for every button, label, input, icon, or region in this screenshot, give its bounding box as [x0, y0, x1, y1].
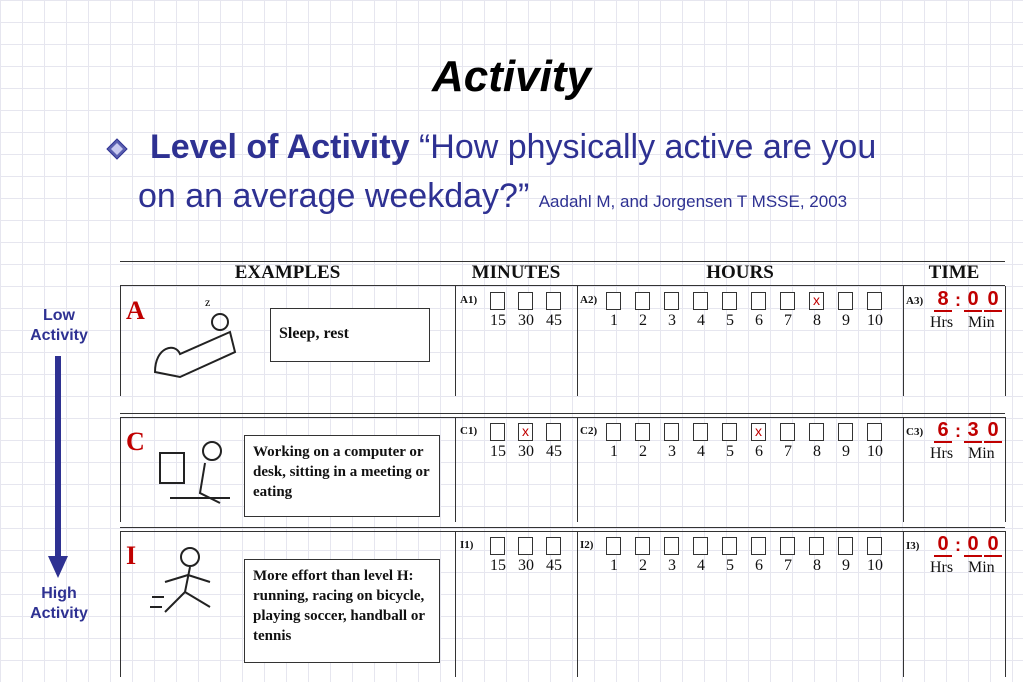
hours-checkbox-4[interactable]	[693, 423, 708, 441]
column-divider	[577, 531, 578, 677]
minutes-checkbox-45[interactable]	[546, 423, 561, 441]
hours-label: 10	[867, 557, 883, 574]
time-hours: 6	[934, 419, 952, 443]
citation: Aadahl M, and Jorgensen T MSSE, 2003	[538, 192, 848, 211]
minutes-code: C1)	[460, 425, 478, 437]
hours-label: 9	[842, 443, 850, 460]
column-divider	[903, 531, 904, 677]
hours-checkbox-2[interactable]	[635, 537, 650, 555]
hours-checkbox-3[interactable]	[664, 537, 679, 555]
hours-code: I2)	[580, 539, 594, 551]
header-minutes: MINUTES	[471, 262, 561, 283]
time-minutes-ones: 0	[984, 419, 1002, 443]
hours-checkbox-8[interactable]	[809, 423, 824, 441]
hours-label: 10	[867, 443, 883, 460]
hours-checkbox-8[interactable]: x	[809, 292, 824, 310]
hours-label: 3	[668, 312, 676, 329]
subtitle-quote-2: on an average weekday?”	[138, 177, 530, 215]
hours-checkbox-7[interactable]	[780, 292, 795, 310]
hours-code: C2)	[580, 425, 598, 437]
minutes-label: 15	[490, 312, 506, 329]
column-divider	[577, 417, 578, 522]
svg-text:z: z	[205, 295, 211, 309]
hours-checkbox-1[interactable]	[606, 537, 621, 555]
row-illustration-icon	[150, 537, 240, 627]
minutes-label: 30	[518, 312, 534, 329]
hours-label: 5	[726, 312, 734, 329]
column-divider	[455, 417, 456, 522]
hours-label: 1	[610, 557, 618, 574]
minutes-checkbox-45[interactable]	[546, 537, 561, 555]
hours-checkbox-9[interactable]	[838, 292, 853, 310]
hours-label: 7	[784, 312, 792, 329]
row-top-border	[120, 531, 1005, 532]
minutes-label: 15	[490, 557, 506, 574]
example-description: Working on a computer or desk, sitting in a meeting or eating	[244, 435, 440, 517]
hours-checkbox-6[interactable]	[751, 292, 766, 310]
minutes-checkbox-15[interactable]	[490, 537, 505, 555]
minutes-checkbox-15[interactable]	[490, 423, 505, 441]
column-divider	[455, 531, 456, 677]
hours-label: 7	[784, 443, 792, 460]
column-divider	[1005, 286, 1006, 396]
hrs-label: Hrs	[930, 445, 954, 462]
hours-checkbox-10[interactable]	[867, 537, 882, 555]
hours-checkbox-7[interactable]	[780, 537, 795, 555]
example-description: More effort than level H: running, racing on bicycle, playing soccer, handball or tennis	[244, 559, 440, 663]
minutes-checkbox-15[interactable]	[490, 292, 505, 310]
minutes-label: 45	[546, 312, 562, 329]
time-minutes-tens: 3	[964, 419, 982, 443]
minutes-label: 30	[518, 443, 534, 460]
minutes-checkbox-45[interactable]	[546, 292, 561, 310]
row-illustration-icon	[150, 423, 240, 513]
minutes-label: 45	[546, 557, 562, 574]
header-examples: EXAMPLES	[234, 262, 341, 283]
header-bottom-border	[120, 285, 1005, 286]
column-divider	[1005, 531, 1006, 677]
hours-label: 8	[813, 312, 821, 329]
hours-checkbox-9[interactable]	[838, 423, 853, 441]
hours-checkbox-2[interactable]	[635, 423, 650, 441]
hours-label: 3	[668, 557, 676, 574]
column-divider	[120, 417, 121, 522]
time-minutes-ones: 0	[984, 533, 1002, 557]
hours-label: 4	[697, 557, 705, 574]
minutes-label: 15	[490, 443, 506, 460]
hours-checkbox-8[interactable]	[809, 537, 824, 555]
row-letter: C	[126, 427, 145, 456]
time-colon: :	[955, 290, 961, 310]
min-label: Min	[968, 314, 995, 331]
hours-checkbox-5[interactable]	[722, 292, 737, 310]
column-divider	[455, 286, 456, 396]
header-time: TIME	[928, 262, 980, 283]
hours-checkbox-1[interactable]	[606, 292, 621, 310]
hours-checkbox-2[interactable]	[635, 292, 650, 310]
hrs-label: Hrs	[930, 559, 954, 576]
hours-label: 2	[639, 557, 647, 574]
hours-label: 6	[755, 443, 763, 460]
row-letter: I	[126, 541, 137, 570]
time-code: C3)	[906, 426, 924, 438]
minutes-label: 45	[546, 443, 562, 460]
column-divider	[120, 531, 121, 677]
column-divider	[577, 286, 578, 396]
hours-checkbox-5[interactable]	[722, 537, 737, 555]
hours-label: 6	[755, 557, 763, 574]
example-description: Sleep, rest	[270, 308, 430, 362]
hours-label: 5	[726, 557, 734, 574]
high-activity-label: High Activity	[30, 585, 88, 622]
hours-label: 9	[842, 312, 850, 329]
time-colon: :	[955, 535, 961, 555]
column-divider	[120, 286, 121, 396]
time-code: A3)	[906, 295, 924, 307]
hours-checkbox-7[interactable]	[780, 423, 795, 441]
hours-checkbox-5[interactable]	[722, 423, 737, 441]
hours-checkbox-9[interactable]	[838, 537, 853, 555]
subtitle-quote-1: “How physically active are you	[418, 128, 877, 166]
minutes-label: 30	[518, 557, 534, 574]
hours-label: 8	[813, 557, 821, 574]
hours-label: 8	[813, 443, 821, 460]
hours-checkbox-1[interactable]	[606, 423, 621, 441]
hours-checkbox-6[interactable]: x	[751, 423, 766, 441]
column-divider	[1005, 417, 1006, 522]
time-colon: :	[955, 421, 961, 441]
minutes-code: I1)	[460, 539, 474, 551]
minutes-checkbox-30[interactable]	[518, 537, 533, 555]
hours-label: 1	[610, 312, 618, 329]
hours-label: 4	[697, 443, 705, 460]
minutes-code: A1)	[460, 294, 478, 306]
low-activity-label: Low Activity	[30, 307, 88, 344]
minutes-checkbox-30[interactable]: x	[518, 423, 533, 441]
hours-checkbox-10[interactable]	[867, 292, 882, 310]
hours-checkbox-10[interactable]	[867, 423, 882, 441]
hours-checkbox-4[interactable]	[693, 537, 708, 555]
header-hours: HOURS	[706, 262, 774, 283]
column-divider	[903, 417, 904, 522]
hours-checkbox-3[interactable]	[664, 292, 679, 310]
time-minutes-ones: 0	[984, 288, 1002, 312]
hours-label: 4	[697, 312, 705, 329]
row-letter: A	[126, 296, 145, 325]
minutes-checkbox-30[interactable]	[518, 292, 533, 310]
hours-label: 6	[755, 312, 763, 329]
column-divider	[903, 286, 904, 396]
row-illustration-icon	[150, 292, 240, 382]
hours-label: 10	[867, 312, 883, 329]
row-top-border	[120, 413, 1005, 414]
row-top-border	[120, 527, 1005, 528]
hours-label: 5	[726, 443, 734, 460]
hours-label: 9	[842, 557, 850, 574]
hrs-label: Hrs	[930, 314, 954, 331]
time-hours: 8	[934, 288, 952, 312]
min-label: Min	[968, 559, 995, 576]
subtitle-bold: Level of Activity	[150, 128, 410, 166]
hours-label: 3	[668, 443, 676, 460]
hours-checkbox-3[interactable]	[664, 423, 679, 441]
hours-label: 1	[610, 443, 618, 460]
hours-code: A2)	[580, 294, 598, 306]
hours-checkbox-6[interactable]	[751, 537, 766, 555]
hours-label: 2	[639, 443, 647, 460]
time-code: I3)	[906, 540, 920, 552]
time-minutes-tens: 0	[964, 288, 982, 312]
time-hours: 0	[934, 533, 952, 557]
hours-label: 2	[639, 312, 647, 329]
hours-checkbox-4[interactable]	[693, 292, 708, 310]
time-minutes-tens: 0	[964, 533, 982, 557]
hours-label: 7	[784, 557, 792, 574]
min-label: Min	[968, 445, 995, 462]
slide-title: Activity	[432, 52, 591, 101]
row-top-border	[120, 417, 1005, 418]
